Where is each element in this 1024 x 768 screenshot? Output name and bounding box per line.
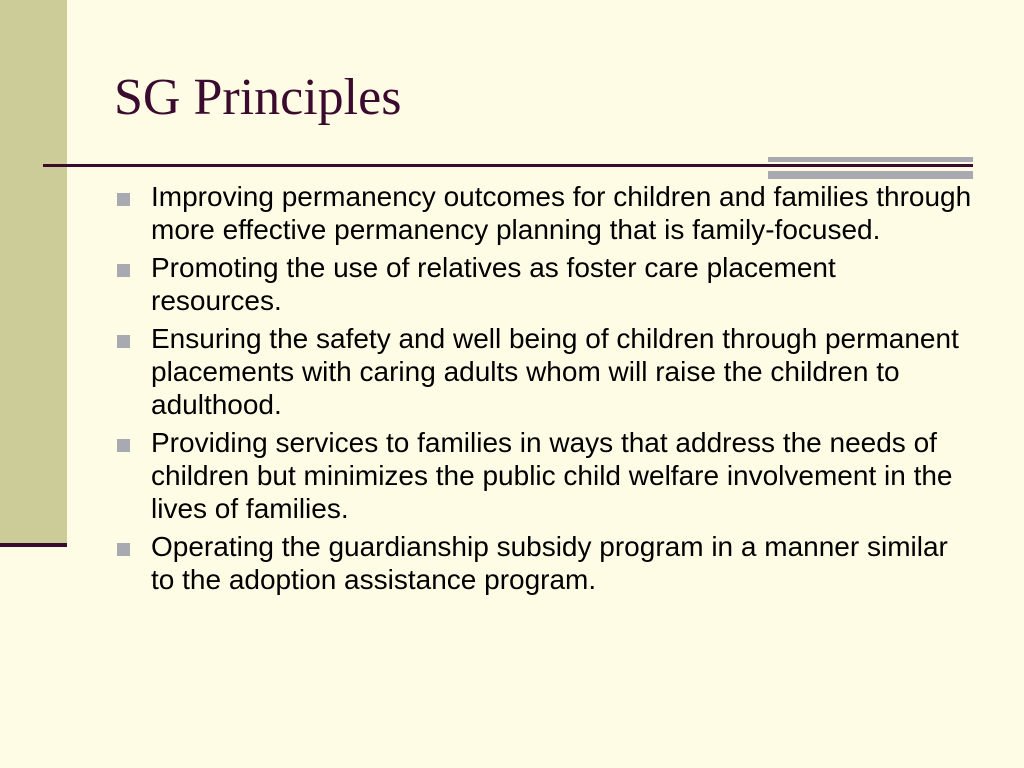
- left-band-rule: [0, 543, 67, 547]
- square-bullet-icon: [117, 439, 130, 452]
- square-bullet-icon: [117, 543, 130, 556]
- bullet-item: [114, 180, 974, 246]
- bullet-item: [114, 251, 974, 317]
- bullet-text: Ensuring the safety and well being of children through permanent placements with caring adults whom will raise the children to adulthood.: [151, 323, 959, 420]
- bullet-item: [114, 530, 974, 596]
- square-bullet-icon: [117, 335, 130, 348]
- square-bullet-icon: [117, 193, 130, 206]
- square-bullet-icon: [117, 264, 130, 277]
- accent-bar-bottom: [768, 171, 973, 179]
- bullet-text: Operating the guardianship subsidy program in a manner similar to the adoption assistance program.: [151, 531, 948, 595]
- left-decorative-band: [0, 0, 67, 546]
- slide-title: SG Principles: [114, 69, 402, 126]
- bullet-text: Improving permanency outcomes for children and families through more effective permanency planning that is family-focused.: [151, 181, 972, 245]
- bullet-list: [114, 180, 974, 601]
- bullet-item: [114, 322, 974, 421]
- bullet-item: [114, 426, 974, 525]
- bullet-text: Providing services to families in ways that address the needs of children but minimizes the public child welfare involvement in the lives of families.: [151, 427, 953, 524]
- title-divider: [43, 164, 973, 167]
- bullet-text: Promoting the use of relatives as foster care placement resources.: [151, 252, 836, 316]
- accent-bar-top: [768, 157, 973, 162]
